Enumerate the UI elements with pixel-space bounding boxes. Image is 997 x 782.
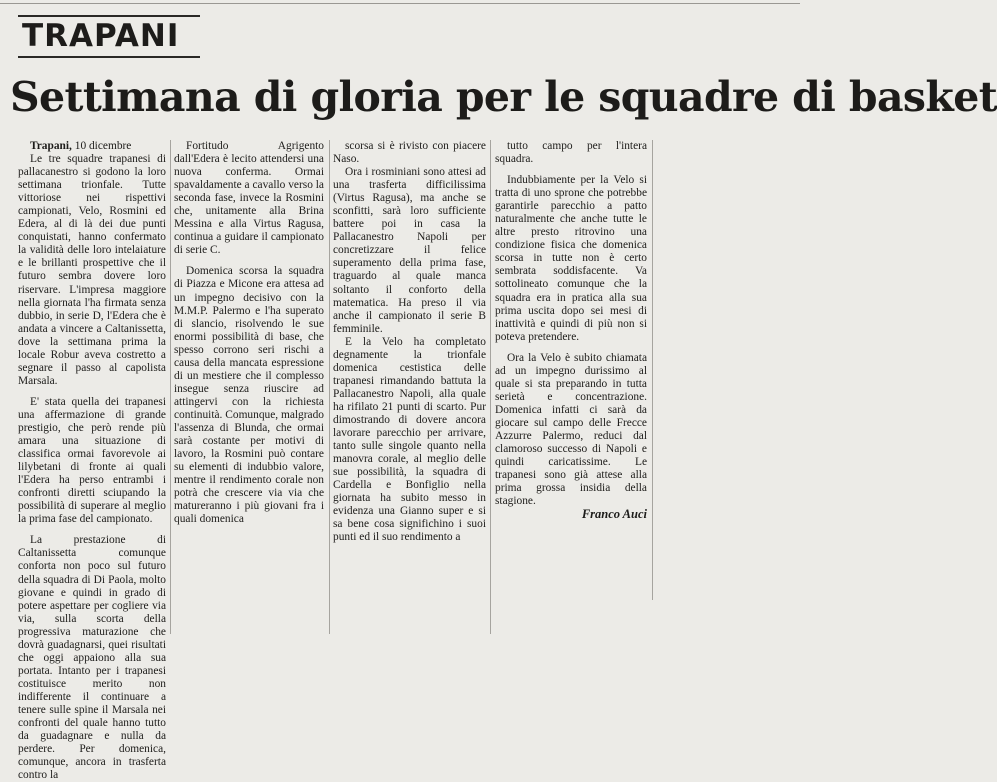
top-divider — [0, 3, 800, 4]
dateline-place: Trapani, — [30, 140, 72, 152]
column-rule — [329, 140, 330, 634]
column-rule — [652, 140, 653, 600]
paragraph: E' stata quella dei trapanesi una affermazione di grande prestigio, che però rende più amara una situazione di classifica ormai favorevole ai lilybetani di fronte ai quali l'Edera ha perso entrambi i confronti diretti sciupando la possibilità di superare al meglio la prima fase del campionato. — [18, 395, 166, 526]
dateline — [18, 140, 166, 153]
dateline-date: 10 dicembre — [74, 140, 132, 152]
article-column-2 — [174, 140, 324, 634]
paragraph: tutto campo per l'intera squadra. — [495, 140, 647, 166]
paragraph: E la Velo ha completato degnamente la trionfale domenica cestistica delle trapanesi rimandando battuta la Pallacanestro Napoli, alla quale ha rifilato 21 punti di scarto. Pur dimostrando di dovere ancora lavorare parecchio per arrivare, tanto sulle singole quanto nella manovra corale, al meglio delle sue possibilità, la squadra di Cardella e Bonfiglio nella giornata ha subito messo in evidenza una Gianno super e si sa bene cosa significhino i suoi punti ed il suo rendimento a — [333, 335, 486, 544]
article-column-1 — [18, 140, 166, 782]
section-title: TRAPANI — [18, 15, 200, 58]
paragraph: Le tre squadre trapanesi di pallacanestro si godono la loro settimana trionfale. Tutte vittoriose nei rispettivi campionati, Velo, Rosmini ed Edera, al di là dei due punti conquistati, hanno confermato la validità delle loro intelaiature e le brillanti prospettive che il futuro sembra dovere loro riservare. L'impresa maggiore nella giornata l'ha firmata senza dubbio, in serie D, l'Edera che è andata a vincere a Caltanissetta, dove la settimana prima la locale Robur aveva costretto a segnare il passo al capolista Marsala. — [18, 153, 166, 387]
article-column-4 — [495, 140, 647, 634]
byline: Franco Auci — [581, 507, 647, 522]
headline: Settimana di gloria per le squadre di basket — [10, 73, 997, 121]
paragraph: Indubbiamente per la Velo si tratta di uno sprone che potrebbe garantirle parecchio a patto naturalmente che anche tutte le altre presto ritrovino una condizione fisica che domenica scorsa in tutte non è certo sembrata soddisfacente. Va sottolineato comunque che la squadra era in pratica alla sua prima uscita dopo sei mesi di inattività e quindi di più non si poteva pretendere. — [495, 174, 647, 343]
column-rule — [170, 140, 171, 634]
paragraph: Domenica scorsa la squadra di Piazza e Micone era attesa ad un impegno decisivo con la M.M.P. Palermo e l'ha superato di slancio, risolvendo le sue enormi possibilità di base, che spesso corrono seri rischi a causa della mancata espressione di un mestiere che il complesso insegue senza riuscire ad attingervi con la richiesta continuità. Comunque, malgrado l'assenza di Blunda, che ormai sarà costante per motivi di lavoro, la Rosmini può contare su elementi di indubbio valore, mentre il rendimento corale non potrà che crescere via via che matureranno i più giovani fra i quali domenica — [174, 265, 324, 526]
column-rule — [490, 140, 491, 634]
paragraph: Ora la Velo è subito chiamata ad un impegno durissimo al quale si sta preparando in tutta serietà e concentrazione. Domenica infatti ci sarà da giocare sul campo delle Frecce Azzurre Palermo, reduci dal clamoroso successo di Napoli e quindi caricatissime. Le trapanesi sono già attese alla prima grossa insidia della stagione. — [495, 351, 647, 508]
article-column-3 — [333, 140, 486, 634]
paragraph: scorsa si è rivisto con piacere Naso. — [333, 140, 486, 166]
paragraph: La prestazione di Caltanissetta comunque conforta non poco sul futuro della squadra di Di Paola, molto giovane e quindi in grado di potere aspettare per cogliere via via, sulla scorta della progressiva maturazione che dovrà guadagnarsi, quei risultati che oggi appaiono alla sua portata. Intanto per i trapanesi costituisce merito non indifferente il continuare a tenere sulle spine il Marsala nei confronti del quale hanno tutto da guadagnare e nulla da perdere. Per domenica, comunque, ancora in trasferta contro la — [18, 534, 166, 782]
paragraph: Ora i rosminiani sono attesi ad una trasferta difficilissima (Virtus Ragusa), ma anche se sconfitti, sarà loro sufficiente battere poi in casa la Pallacanestro Napoli per concretizzare il felice superamento della prima fase, traguardo al quale manca soltanto il conforto della matematica. Ha preso il via anche il campionato il serie B femminile. — [333, 166, 486, 335]
paragraph: Fortitudo Agrigento dall'Edera è lecito attendersi una nuova conferma. Ormai spavaldamente a cavallo verso la seconda fase, invece la Rosmini che, unitamente alla Brina Messina e alla Virtus Ragusa, continua a guidare il campionato di serie C. — [174, 140, 324, 257]
